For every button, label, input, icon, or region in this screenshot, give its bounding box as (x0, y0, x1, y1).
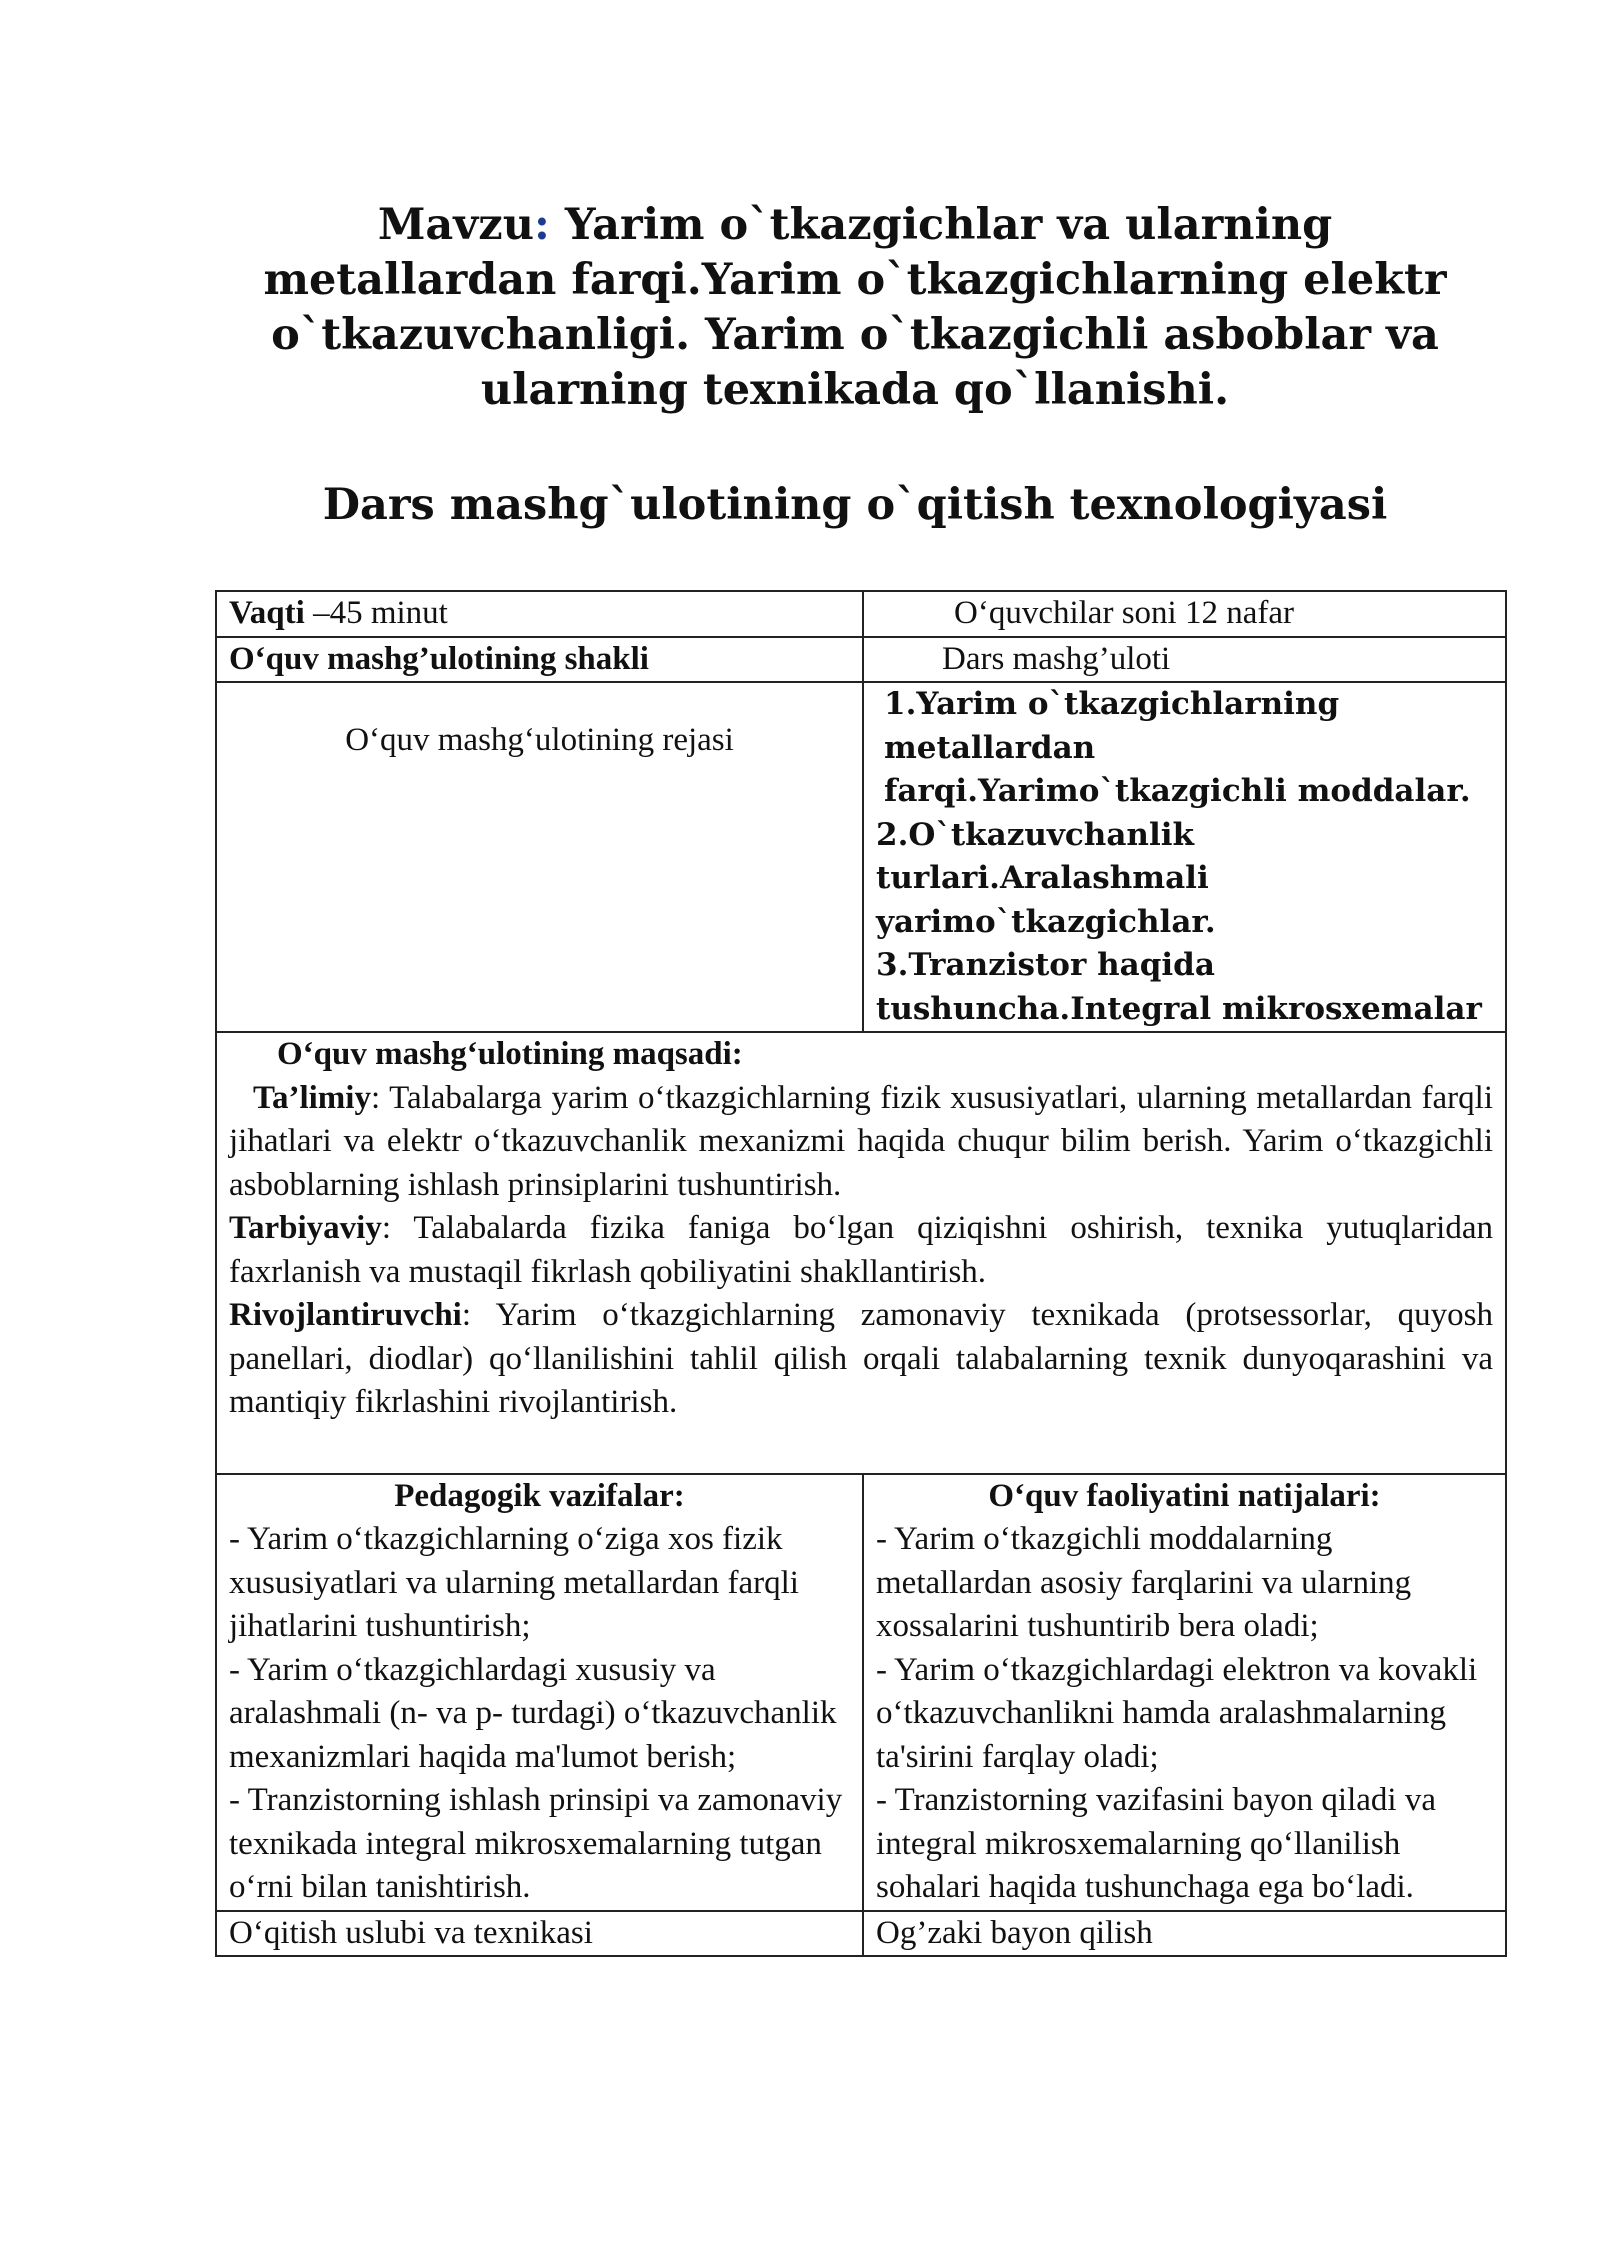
goal-developmental-text: : Yarim o‘tkazgichlarning zamonaviy texnikada (protsessorlar, quyosh panellari, diodlar) qo‘llanilishini tahlil qilish orqali talabalarning texnik dunyoqarashini va mantiqiy fikrlashini rivojlantirish. (229, 1297, 1493, 1420)
form-label: O‘quv mashg’ulotining shakli (229, 640, 649, 677)
page-subtitle: Dars mashg`ulotining o`qitish texnologiyasi (322, 480, 1388, 530)
lesson-plan-table (215, 590, 1507, 1957)
pedagogic-item: - Yarim o‘tkazgichlardagi xususiy va aralashmali (n- va p- turdagi) o‘tkazuvchanlik mexanizmlari haqida ma'lumot berish; (229, 1651, 837, 1775)
plan-label: O‘quv mashg‘ulotining rejasi (345, 722, 734, 758)
goal-upbringing-text: : Talabalarda fizika faniga bo‘lgan qiziqishni oshirish, texnika yutuqlaridan faxrlanish va mustaqil fikrlash qobiliyatini shakllantirish. (229, 1210, 1493, 1290)
method-value-cell (863, 1911, 1506, 1957)
table-row-form (216, 637, 1506, 683)
pedagogic-item: - Yarim o‘tkazgichlarning o‘ziga xos fizik xususiyatlari va ularning metallardan farqli jihatlarini tushuntirish; (229, 1521, 799, 1644)
plan-label-cell (216, 682, 863, 1032)
goal-developmental (229, 1294, 1493, 1425)
goal-upbringing-label: Tarbiyaviy (229, 1210, 382, 1246)
method-label: O‘qitish uslubi va texnikasi (229, 1914, 593, 1951)
plan-item: 3.Tranzistor haqida tushuncha.Integral mikrosxemalar (876, 947, 1482, 1027)
learning-results-cell (863, 1474, 1506, 1911)
table-row-time (216, 591, 1506, 637)
goal-developmental-label: Rivojlantiruvchi (229, 1297, 462, 1333)
table-row-method (216, 1911, 1506, 1957)
table-row-plan (216, 682, 1506, 1032)
pedagogic-title: Pedagogik vazifalar: (394, 1477, 685, 1514)
results-title: O‘quv faoliyatini natijalari: (988, 1477, 1381, 1514)
form-value-cell (863, 637, 1506, 683)
goal-educational (229, 1077, 1493, 1208)
goal-educational-text: : Talabalarga yarim o‘tkazgichlarning fizik xususiyatlari, ularning metallardan farqli jihatlari va elektr o‘tkazuvchanlik mexanizmi haqida chuqur bilim berish. Yarim o‘tkazgichli asboblarning ishlash prinsiplarini tushuntirish. (229, 1079, 1493, 1203)
plan-items-cell (863, 682, 1506, 1032)
form-label-cell (216, 637, 863, 683)
results-item: - Tranzistorning vazifasini bayon qiladi va integral mikrosxemalarning qo‘llanilish sohalari haqida tushunchaga ega bo‘ladi. (876, 1782, 1436, 1905)
time-label: Vaqti (229, 595, 305, 631)
goal-upbringing (229, 1207, 1493, 1294)
plan-item: 1.Yarim o`tkazgichlarning metallardan farqi.Yarimo`tkazgichli moddalar. (884, 686, 1471, 809)
goal-educational-label: Ta’limiy (253, 1079, 371, 1116)
topic-text: Yarim o`tkazgichlar va ularning metallardan farqi.Yarim o`tkazgichlarning elektr o`tkazuvchanligi. Yarim o`tkazgichli asboblar va ularning texnikada qo`llanishi. (263, 200, 1447, 415)
pedagogic-item: - Tranzistorning ishlash prinsipi va zamonaviy texnikada integral mikrosxemalarning tutgan o‘rni bilan tanishtirish. (229, 1782, 843, 1905)
topic-heading (250, 198, 1460, 418)
goals-heading: O‘quv mashg‘ulotining maqsadi: (277, 1036, 743, 1072)
pedagogic-tasks-cell (216, 1474, 863, 1911)
students-count: O‘quvchilar soni 12 nafar (954, 595, 1294, 631)
topic-label: Mavzu (377, 200, 534, 250)
results-item: - Yarim o‘tkazgichli moddalarning metallardan asosiy farqlarini va ularning xossalarini tushuntirib bera oladi; (876, 1521, 1412, 1644)
plan-item: 2.O`tkazuvchanlik turlari.Aralashmali yarimo`tkazgichlar. (876, 816, 1216, 940)
method-label-cell (216, 1911, 863, 1957)
results-item: - Yarim o‘tkazgichlardagi elektron va kovakli o‘tkazuvchanlikni hamda aralashmalarning ta'sirini farqlay oladi; (876, 1651, 1478, 1775)
table-row-tasks (216, 1474, 1506, 1911)
form-value: Dars mashg’uloti (942, 640, 1171, 677)
time-cell (216, 591, 863, 637)
students-cell (863, 591, 1506, 637)
goals-cell (216, 1032, 1506, 1474)
topic-colon: : (533, 200, 550, 250)
time-value: –45 minut (304, 595, 448, 631)
table-row-goals (216, 1032, 1506, 1474)
method-value: Og’zaki bayon qilish (876, 1914, 1153, 1951)
